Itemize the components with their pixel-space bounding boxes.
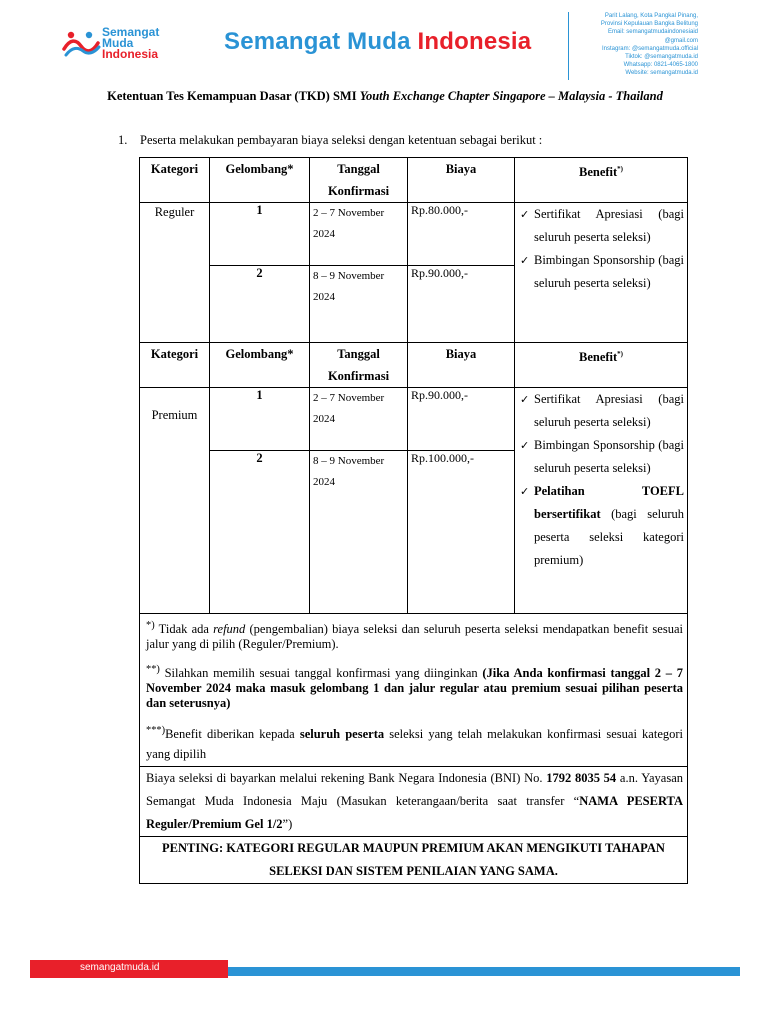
letterhead (0, 0, 768, 90)
brand-title-part2: Indonesia (417, 28, 532, 55)
contact-line: Instagram: @semangatmuda.official (601, 45, 698, 52)
title-plain: Ketentuan Tes Kemampuan Dasar (TKD) SMI (107, 89, 357, 103)
benefit-list-reguler (515, 203, 688, 343)
header-biaya: Biaya (408, 158, 515, 203)
benefit-text: Bimbingan Sponsorship (bagi seluruh peserta seleksi) (534, 438, 684, 475)
price-cell: Rp.90.000,- (408, 388, 515, 451)
contact-line: Parit Lalang, Kota Pangkal Pinang, (604, 13, 698, 19)
date-cell: 2 – 7 November 2024 (310, 388, 408, 451)
header-benefit-sup: *) (617, 350, 624, 358)
footer-bar-blue (228, 967, 740, 976)
kategori-reguler: Reguler (140, 203, 210, 343)
logo-word-3: Indonesia (102, 47, 159, 61)
header-tanggal: Tanggal Konfirmasi (310, 158, 408, 203)
benefit-text: (bagi seluruh peserta seleksi kategori premium) (534, 507, 685, 567)
price-cell: Rp.100.000,- (408, 451, 515, 614)
notes-cell (140, 614, 688, 767)
checkmark-icon: ✓ (520, 254, 530, 267)
note-3 (146, 721, 683, 764)
brand-title (224, 28, 531, 56)
footer-website: semangatmuda.id (80, 962, 160, 973)
header-benefit (515, 158, 688, 203)
logo-word-2: Muda (102, 36, 134, 50)
contact-info (570, 12, 698, 78)
list-number: 1. (118, 133, 128, 147)
note-italic: refund (213, 622, 246, 637)
header-benefit-sup: *) (617, 165, 624, 173)
benefit-text: Bimbingan Sponsorship (bagi seluruh peserta seleksi) (534, 253, 684, 290)
benefit-list-premium (515, 388, 688, 614)
date-cell: 8 – 9 November 2024 (310, 451, 408, 614)
note-bold: seluruh peserta (299, 727, 385, 742)
note-bold: (Jika Anda konfirmasi tanggal 2 – 7 November 2024 maka masuk gelombang 1 dan jalur regular atau premium sesuai pilihan peserta dan seterusnya) (146, 666, 684, 711)
checkmark-icon: ✓ (520, 485, 530, 498)
header-gelombang: Gelombang* (210, 343, 310, 388)
benefit-item (518, 434, 684, 480)
benefit-item (518, 249, 684, 295)
note-1 (146, 618, 683, 652)
benefit-bold-text: Pelatihan TOEFL bersertifikat (534, 484, 684, 521)
contact-line: @gmail.com (664, 37, 698, 44)
header-gelombang: Gelombang* (210, 158, 310, 203)
logo-wordmark (102, 27, 159, 60)
header-tanggal: Tanggal Konfirmasi (310, 343, 408, 388)
gelombang-cell: 2 (210, 266, 310, 343)
document-title (90, 90, 680, 103)
payment-row (140, 767, 688, 837)
payment-text: a.n. Yayasan Semangat Muda Indonesia Maju (Masukan keterangaan/berita saat transfer “ (146, 771, 684, 809)
payment-text: Biaya seleksi di bayarkan melalui rekening Bank Negara Indonesia (BNI) No. (146, 771, 543, 786)
header-kategori: Kategori (140, 158, 210, 203)
note-2 (146, 662, 683, 711)
intro-item (118, 133, 542, 148)
payment-text: ”) (282, 817, 293, 832)
title-italic: Youth Exchange Chapter Singapore – Malaysia - Thailand (359, 89, 663, 103)
gelombang-cell: 1 (210, 203, 310, 266)
price-cell: Rp.80.000,- (408, 203, 515, 266)
contact-line: Provinsi Kepulauan Bangka Belitung (600, 21, 698, 28)
gelombang-cell: 2 (210, 451, 310, 614)
brand-logo (62, 27, 172, 63)
header-kategori: Kategori (140, 343, 210, 388)
note-marker: **) (146, 664, 160, 676)
price-cell: Rp.90.000,- (408, 266, 515, 343)
note-text: (pengembalian) biaya seleksi dan seluruh peserta seleksi mendapatkan benefit sesuai jalur yang di pilih (Reguler/Premium). (146, 622, 683, 652)
intro-text: Peserta melakukan pembayaran biaya seleksi dengan ketentuan sebagai berikut : (140, 133, 543, 147)
note-text: Tidak ada (158, 622, 209, 637)
checkmark-icon: ✓ (520, 208, 530, 221)
important-notice: PENTING: KATEGORI REGULAR MAUPUN PREMIUM AKAN MENGIKUTI TAHAPAN SELEKSI DAN SISTEM PENILAIAN YANG SAMA. (140, 837, 688, 884)
contact-line: Tiktok: @semangatmuda.id (625, 54, 698, 61)
notes-row (140, 614, 688, 767)
kategori-premium: Premium (140, 388, 210, 614)
gelombang-cell: 1 (210, 388, 310, 451)
note-text: Silahkan memilih sesuai tanggal konfirmasi yang diinginkan (164, 666, 478, 681)
brand-title-part1: Semangat Muda (224, 28, 411, 55)
benefit-item (518, 480, 684, 572)
note-marker: *) (146, 620, 155, 631)
header-biaya: Biaya (408, 343, 515, 388)
date-cell: 8 – 9 November 2024 (310, 266, 408, 343)
payment-cell (140, 767, 688, 837)
date-cell: 2 – 7 November 2024 (310, 203, 408, 266)
table-row (140, 203, 688, 266)
benefit-text: Sertifikat Apresiasi (bagi seluruh peserta seleksi) (534, 392, 684, 429)
table-row (140, 388, 688, 451)
note-text: seleksi yang telah melakukan konfirmasi sesuai kategori yang dipilih (146, 727, 684, 762)
transfer-note: NAMA PESERTA Reguler/Premium Gel 1/2 (146, 794, 683, 832)
header-divider (568, 12, 569, 80)
table-header-row (140, 343, 688, 388)
header-benefit-label: Benefit (578, 165, 618, 180)
contact-line: Whatsapp: 0821-4065-1800 (623, 62, 698, 69)
note-marker: ***) (146, 725, 166, 737)
benefit-item (518, 388, 684, 434)
checkmark-icon: ✓ (520, 439, 530, 452)
header-benefit (515, 343, 688, 388)
important-row (140, 837, 688, 884)
note-text: Benefit diberikan kepada (165, 727, 295, 742)
header-benefit-label: Benefit (578, 350, 618, 365)
logo-figures-icon (62, 29, 102, 59)
contact-line: Email: semangatmudaindonesiaid (607, 29, 698, 36)
logo-word-1: Semangat (102, 25, 160, 39)
benefit-text: Sertifikat Apresiasi (bagi seluruh peserta seleksi) (534, 207, 684, 244)
table-header-row (140, 158, 688, 203)
fee-table (139, 157, 688, 884)
account-number: 1792 8035 54 (546, 771, 617, 786)
benefit-item (518, 203, 684, 249)
contact-line: Website: semangatmuda.id (625, 70, 698, 77)
checkmark-icon: ✓ (520, 393, 530, 406)
